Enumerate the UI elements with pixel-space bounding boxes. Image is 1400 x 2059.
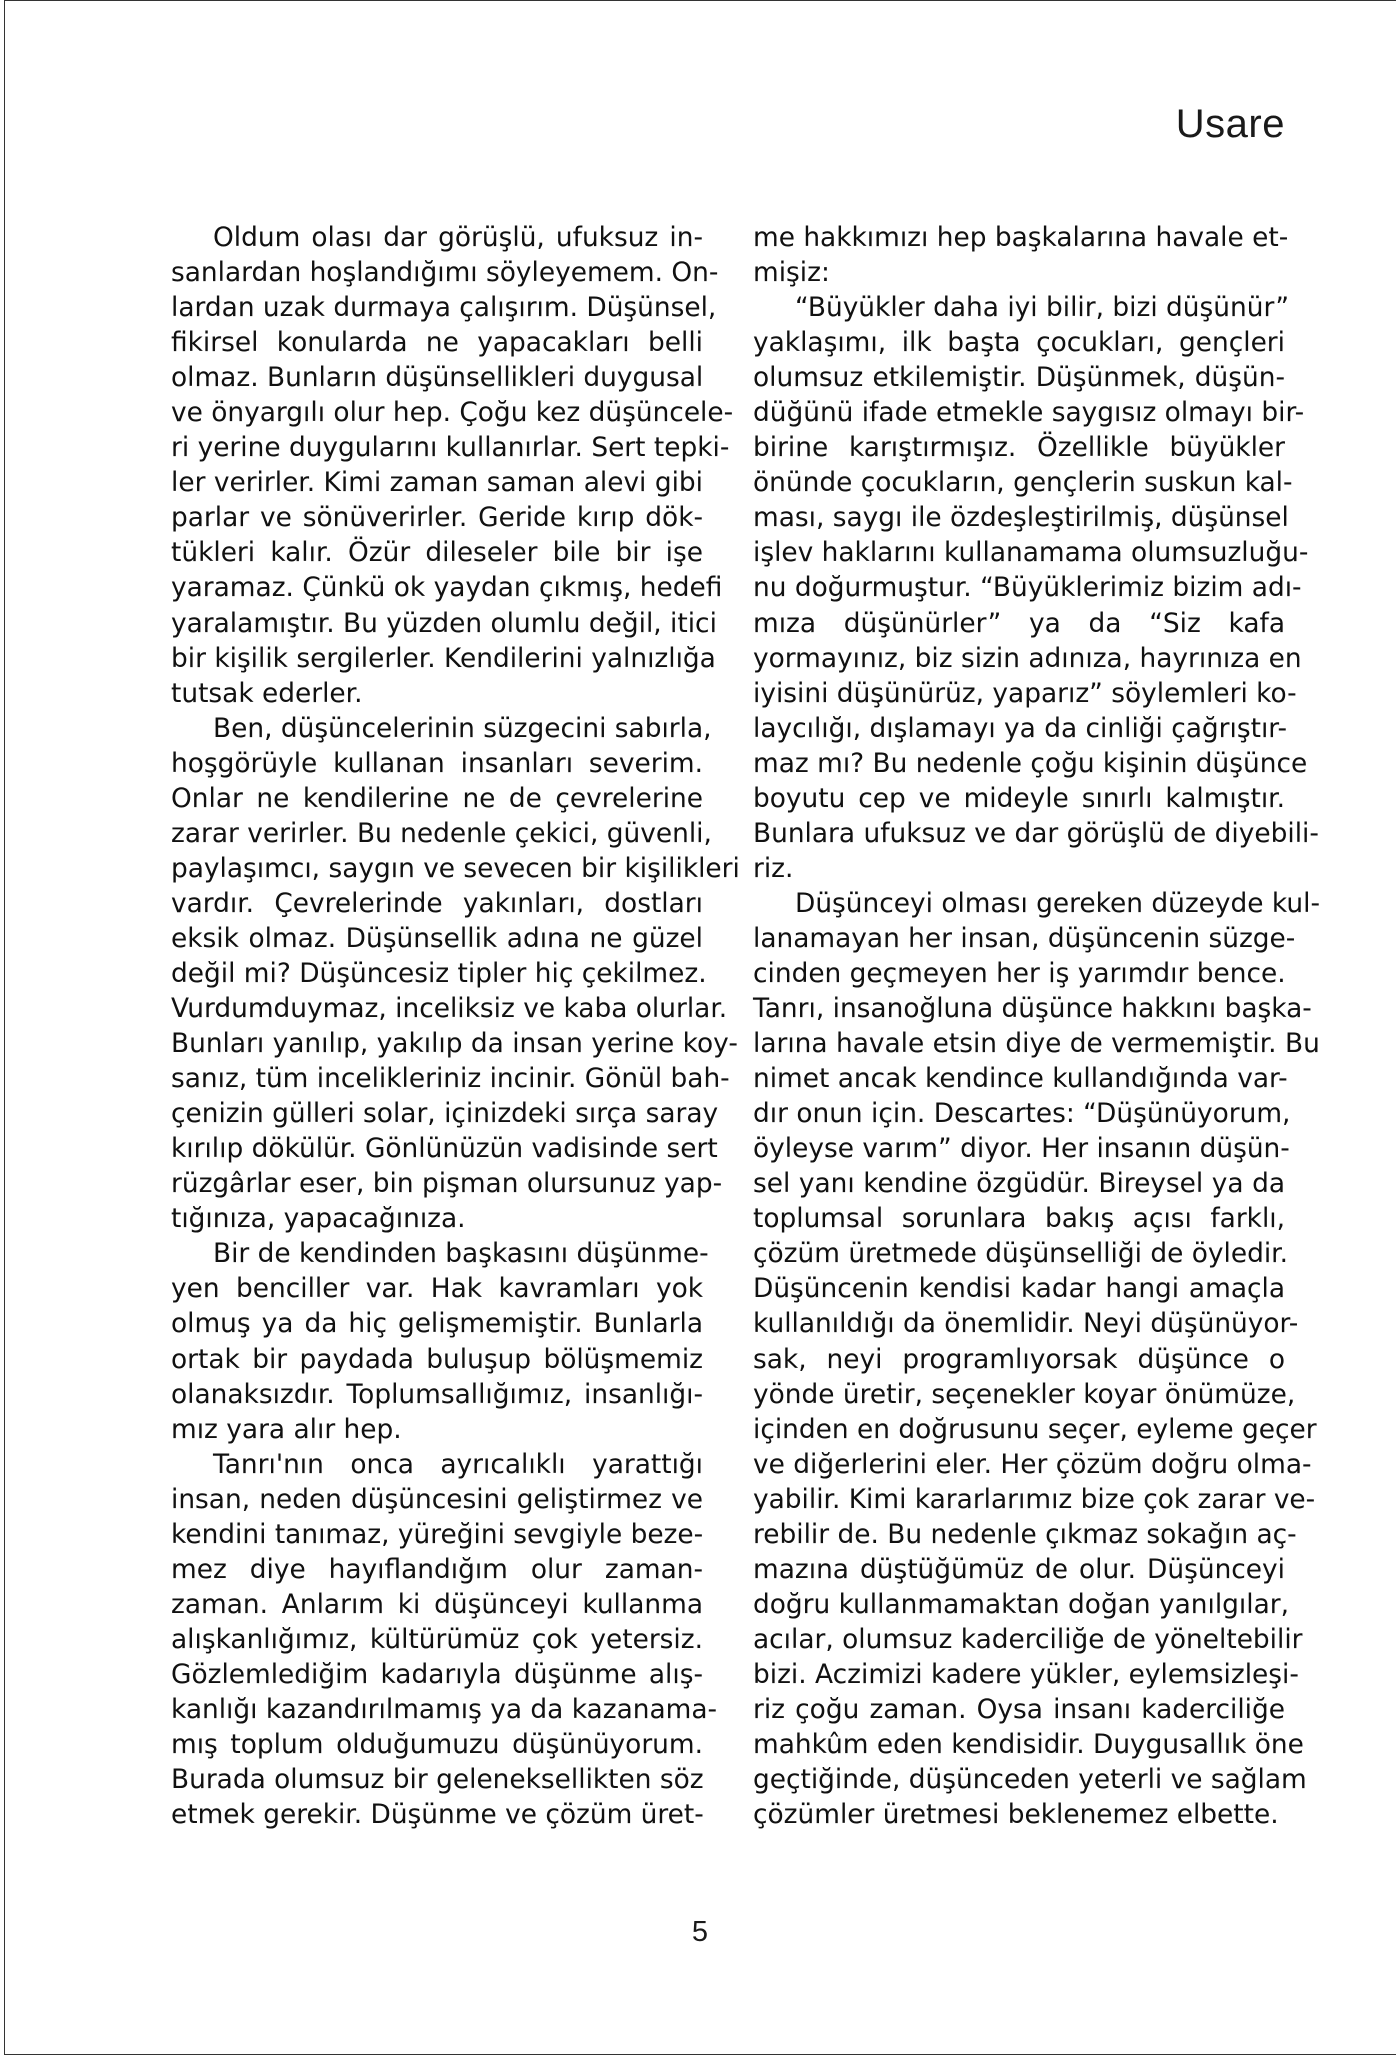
text-line: olmuş ya da hiç gelişmemiştir. Bunlarla	[171, 1308, 703, 1340]
text-line: yen benciller var. Hak kavramları yok	[171, 1273, 703, 1305]
text-line: etmek gerekir. Düşünme ve çözüm üret-	[171, 1799, 704, 1831]
text-line: bir kişilik sergilerler. Kendilerini yalnızlığa	[171, 642, 716, 674]
text-line: lanamayan her insan, düşüncenin süzge-	[753, 922, 1296, 954]
text-line: sel yanı kendine özgüdür. Bireysel ya da	[753, 1168, 1285, 1200]
text-line: parlar ve sönüverirler. Geride kırıp dök-	[171, 502, 703, 534]
text-line: laycılığı, dışlamayı ya da cinliği çağrıştır-	[753, 712, 1287, 744]
page-number: 5	[691, 1916, 709, 1948]
left-column	[171, 220, 740, 1832]
text-line: fikirsel konularda ne yapacakları belli	[171, 327, 703, 359]
text-line: öyleyse varım” diyor. Her insanın düşün-	[753, 1133, 1290, 1165]
text-line: toplumsal sorunlara bakış açısı farklı,	[753, 1203, 1285, 1235]
text-line: Oldum olası dar görüşlü, ufuksuz in-	[213, 222, 703, 253]
text-line: sanız, tüm incelikleriniz incinir. Gönül bah-	[171, 1063, 730, 1095]
text-line: Ben, düşüncelerinin süzgecini sabırla,	[213, 712, 712, 744]
text-line: mişiz:	[753, 257, 830, 289]
text-line: mıza düşünürler” ya da “Siz kafa	[753, 607, 1285, 639]
text-line: me hakkımızı hep başkalarına havale et-	[753, 222, 1289, 253]
text-line: olumsuz etkilemiştir. Düşünmek, düşün-	[753, 362, 1285, 394]
text-line: insan, neden düşüncesini geliştirmez ve	[171, 1483, 703, 1515]
text-line: kullanıldığı da önemlidir. Neyi düşünüyor-	[753, 1308, 1299, 1340]
text-line: paylaşımcı, saygın ve sevecen bir kişilikleri	[171, 852, 740, 884]
text-line: Düşüncenin kendisi kadar hangi amaçla	[753, 1273, 1285, 1305]
text-line: iyisini düşünürüz, yaparız” söylemleri ko-	[753, 677, 1297, 709]
text-line: yaralamıştır. Bu yüzden olumlu değil, itici	[171, 607, 717, 639]
text-line: riz çoğu zaman. Oysa insanı kaderciliğe	[753, 1693, 1285, 1725]
text-line: larına havale etsin diye de vermemiştir. Bu	[753, 1028, 1320, 1060]
text-line: lardan uzak durmaya çalışırım. Düşünsel,	[171, 292, 717, 324]
text-line: sanlardan hoşlandığımı söyleyemem. On-	[171, 257, 719, 289]
text-line: rüzgârlar eser, bin pişman olursunuz yap-	[171, 1168, 723, 1200]
text-line: Tanrı, insanoğluna düşünce hakkını başka-	[753, 993, 1312, 1025]
text-line: yönde üretir, seçenekler koyar önümüze,	[753, 1378, 1296, 1410]
text-line: nu doğurmuştur. “Büyüklerimiz bizim adı-	[753, 572, 1302, 604]
text-line: hoşgörüyle kullanan insanları severim.	[171, 747, 703, 779]
text-line: yormayınız, biz sizin adınıza, hayrınıza en	[753, 642, 1302, 674]
text-line: eksik olmaz. Düşünsellik adına ne güzel	[171, 922, 703, 954]
text-line: tutsak ederler.	[171, 677, 363, 709]
text-line: Gözlemlediğim kadarıyla düşünme alış-	[171, 1658, 703, 1690]
text-line: kanlığı kazandırılmamış ya da kazanama-	[171, 1693, 718, 1725]
text-line: Bunlara ufuksuz ve dar görüşlü de diyebili-	[753, 817, 1319, 849]
text-line: geçtiğinde, düşünceden yeterli ve sağlam	[753, 1764, 1307, 1796]
text-line: bizi. Aczimizi kadere yükler, eylemsizleşi-	[753, 1658, 1299, 1690]
text-line: Bunları yanılıp, yakılıp da insan yerine koy-	[171, 1028, 738, 1060]
text-line: doğru kullanmamaktan doğan yanılgılar,	[753, 1588, 1289, 1620]
running-header: Usare	[1175, 102, 1285, 146]
text-line: ri yerine duygularını kullanırlar. Sert tepki-	[171, 432, 730, 464]
text-line: mahkûm eden kendisidir. Duygusallık öne	[753, 1729, 1304, 1761]
text-line: acılar, olumsuz kaderciliğe de yöneltebilir	[753, 1623, 1303, 1655]
text-line: çenizin gülleri solar, içinizdeki sırça saray	[171, 1098, 719, 1130]
text-line: alışkanlığımız, kültürümüz çok yetersiz.	[171, 1623, 703, 1655]
text-line: olanaksızdır. Toplumsallığımız, insanlığı-	[171, 1378, 703, 1410]
text-line: düğünü ifade etmekle saygısız olmayı bir-	[753, 397, 1305, 429]
text-line: içinden en doğrusunu seçer, eyleme geçer	[753, 1413, 1317, 1445]
text-line: rebilir de. Bu nedenle çıkmaz sokağın aç-	[753, 1518, 1297, 1550]
text-line: maz mı? Bu nedenle çoğu kişinin düşünce	[753, 747, 1308, 779]
text-line: mazına düştüğümüz de olur. Düşünceyi	[753, 1553, 1285, 1585]
text-line: riz.	[753, 852, 794, 884]
text-line: ve önyargılı olur hep. Çoğu kez düşüncele-	[171, 397, 734, 429]
text-line: önünde çocukların, gençlerin suskun kal-	[753, 467, 1293, 499]
text-line: cinden geçmeyen her iş yarımdır bence.	[753, 957, 1286, 989]
text-line: zarar verirler. Bu nedenle çekici, güvenli,	[171, 817, 712, 849]
text-line: ması, saygı ile özdeşleştirilmiş, düşünsel	[753, 502, 1289, 534]
text-line: Tanrı'nın onca ayrıcalıklı yarattığı	[213, 1448, 703, 1480]
text-line: Bir de kendinden başkasını düşünme-	[213, 1238, 709, 1270]
text-line: mez diye hayıflandığım olur zaman-	[171, 1553, 703, 1585]
text-line: yaramaz. Çünkü ok yaydan çıkmış, hedefi	[171, 572, 723, 604]
text-line: zaman. Anlarım ki düşünceyi kullanma	[171, 1588, 703, 1620]
text-line: birine karıştırmışız. Özellikle büyükler	[753, 432, 1285, 464]
text-line: nimet ancak kendince kullandığında var-	[753, 1063, 1288, 1095]
text-line: yaklaşımı, ilk başta çocukları, gençleri	[753, 327, 1285, 359]
text-line: kırılıp dökülür. Gönlünüzün vadisinde sert	[171, 1133, 718, 1165]
text-line: sak, neyi programlıyorsak düşünce o	[753, 1343, 1285, 1375]
text-line: mış toplum olduğumuzu düşünüyorum.	[171, 1729, 703, 1761]
text-line: ve diğerlerini eler. Her çözüm doğru olma-	[753, 1448, 1312, 1480]
text-line: ortak bir paydada buluşup bölüşmemiz	[171, 1343, 703, 1375]
text-line: olmaz. Bunların düşünsellikleri duygusal	[171, 362, 704, 394]
text-line: “Büyükler daha iyi bilir, bizi düşünür”	[795, 292, 1290, 324]
text-line: dır onun için. Descartes: “Düşünüyorum,	[753, 1098, 1291, 1130]
text-line: boyutu cep ve mideyle sınırlı kalmıştır.	[753, 782, 1285, 814]
text-line: Burada olumsuz bir geleneksellikten söz	[171, 1764, 704, 1796]
text-line: Düşünceyi olması gereken düzeyde kul-	[795, 887, 1320, 919]
right-column	[753, 220, 1320, 1832]
text-line: yabilir. Kimi kararlarımız bize çok zarar ve-	[753, 1483, 1316, 1515]
text-line: ler verirler. Kimi zaman saman alevi gibi	[171, 467, 703, 499]
text-line: kendini tanımaz, yüreğini sevgiyle beze-	[171, 1518, 704, 1550]
text-line: çözüm üretmede düşünselliği de öyledir.	[753, 1238, 1288, 1270]
text-line: çözümler üretmesi beklenemez elbette.	[753, 1799, 1279, 1831]
text-line: vardır. Çevrelerinde yakınları, dostları	[171, 887, 703, 919]
text-line: mız yara alır hep.	[171, 1413, 402, 1445]
text-line: işlev haklarını kullanamama olumsuzluğu-	[753, 537, 1309, 569]
text-line: Onlar ne kendilerine ne de çevrelerine	[171, 782, 703, 814]
text-line: tığınıza, yapacağınıza.	[171, 1203, 466, 1235]
text-line: değil mi? Düşüncesiz tipler hiç çekilmez.	[171, 957, 707, 989]
text-line: tükleri kalır. Özür dileseler bile bir işe	[171, 537, 703, 569]
text-line: Vurdumduymaz, inceliksiz ve kaba olurlar.	[171, 993, 728, 1025]
